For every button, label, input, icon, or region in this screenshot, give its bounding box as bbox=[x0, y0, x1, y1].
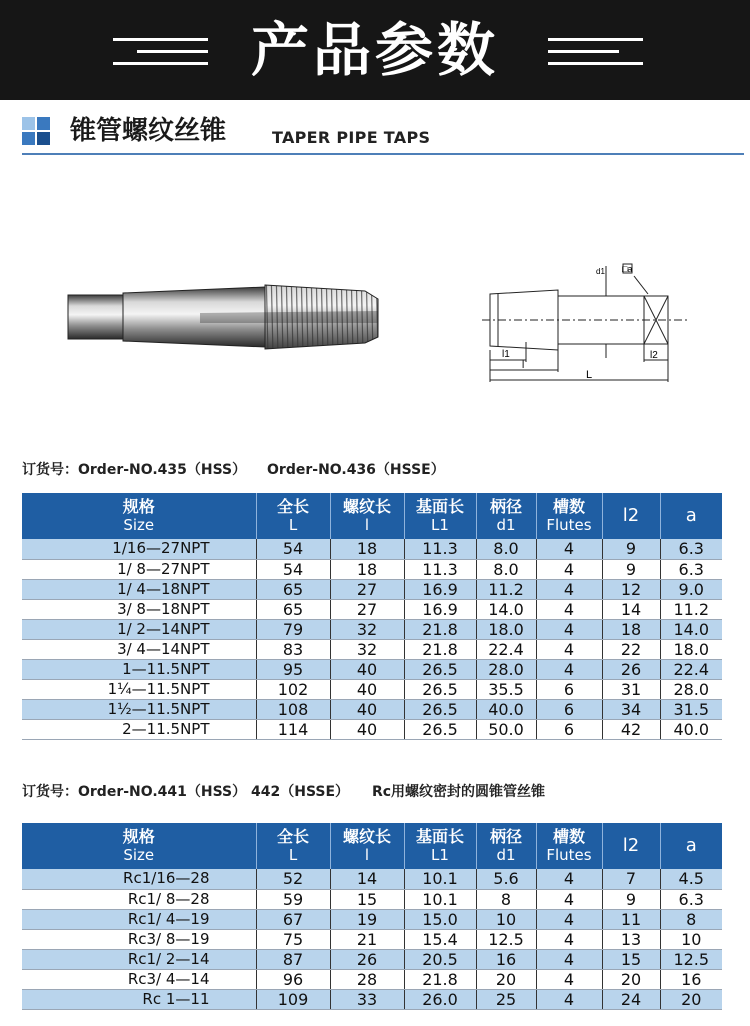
value-cell: 11.2 bbox=[660, 599, 722, 619]
value-cell: 4 bbox=[536, 559, 602, 579]
value-cell: 114 bbox=[256, 719, 330, 739]
value-cell: 16.9 bbox=[404, 579, 476, 599]
value-cell: 26.5 bbox=[404, 659, 476, 679]
value-cell: 18.0 bbox=[660, 639, 722, 659]
column-header-en: l bbox=[364, 516, 370, 534]
column-header-en: Flutes bbox=[546, 846, 592, 864]
value-cell: 10 bbox=[476, 909, 536, 929]
value-cell: 9 bbox=[602, 889, 660, 909]
value-cell: 9 bbox=[602, 559, 660, 579]
value-cell: 18.0 bbox=[476, 619, 536, 639]
label-l: l bbox=[522, 360, 525, 371]
value-cell: 18 bbox=[602, 619, 660, 639]
column-header bbox=[660, 493, 722, 539]
value-cell: 87 bbox=[256, 949, 330, 969]
top-banner bbox=[0, 0, 750, 100]
value-cell: 11.2 bbox=[476, 579, 536, 599]
value-cell: 40 bbox=[330, 679, 404, 699]
value-cell: 11 bbox=[602, 909, 660, 929]
table-row bbox=[22, 949, 722, 969]
table-row bbox=[22, 659, 722, 679]
table-row bbox=[22, 599, 722, 619]
value-cell: 16 bbox=[660, 969, 722, 989]
value-cell: 10 bbox=[660, 929, 722, 949]
value-cell: 8 bbox=[660, 909, 722, 929]
value-cell: 12.5 bbox=[660, 949, 722, 969]
value-cell: 32 bbox=[330, 639, 404, 659]
tap-dimension-drawing bbox=[476, 258, 696, 388]
column-header-en: Flutes bbox=[546, 516, 592, 534]
value-cell: 16.9 bbox=[404, 599, 476, 619]
size-cell: 2—11.5NPT bbox=[22, 719, 256, 739]
size-cell: 1—11.5NPT bbox=[22, 659, 256, 679]
value-cell: 4 bbox=[536, 909, 602, 929]
column-header bbox=[536, 493, 602, 539]
value-cell: 26.5 bbox=[404, 699, 476, 719]
value-cell: 40 bbox=[330, 719, 404, 739]
value-cell: 21.8 bbox=[404, 969, 476, 989]
column-header bbox=[256, 493, 330, 539]
table-row bbox=[22, 869, 722, 889]
column-header-cn: 柄径 bbox=[489, 497, 522, 516]
value-cell: 11.3 bbox=[404, 559, 476, 579]
column-header bbox=[330, 823, 404, 869]
column-header-en: Size bbox=[123, 516, 155, 534]
table-header-row bbox=[22, 823, 722, 869]
size-cell: 1/ 4—18NPT bbox=[22, 579, 256, 599]
value-cell: 19 bbox=[330, 909, 404, 929]
value-cell: 9 bbox=[602, 539, 660, 559]
table-row bbox=[22, 679, 722, 699]
table-row bbox=[22, 699, 722, 719]
value-cell: 5.6 bbox=[476, 869, 536, 889]
value-cell: 4 bbox=[536, 929, 602, 949]
value-cell: 18 bbox=[330, 559, 404, 579]
size-cell: Rc1/ 8—28 bbox=[22, 889, 256, 909]
value-cell: 8.0 bbox=[476, 539, 536, 559]
column-header bbox=[602, 823, 660, 869]
value-cell: 13 bbox=[602, 929, 660, 949]
value-cell: 26 bbox=[330, 949, 404, 969]
label-l1: l1 bbox=[502, 349, 510, 360]
column-header-en: l2 bbox=[622, 835, 640, 856]
table-row bbox=[22, 889, 722, 909]
value-cell: 26.0 bbox=[404, 989, 476, 1009]
value-cell: 15 bbox=[330, 889, 404, 909]
value-cell: 16 bbox=[476, 949, 536, 969]
value-cell: 54 bbox=[256, 539, 330, 559]
value-cell: 34 bbox=[602, 699, 660, 719]
size-cell: Rc1/ 2—14 bbox=[22, 949, 256, 969]
order-number-1b: Order-NO.436（HSSE） bbox=[267, 462, 445, 478]
value-cell: 14.0 bbox=[660, 619, 722, 639]
value-cell: 15.0 bbox=[404, 909, 476, 929]
value-cell: 28.0 bbox=[660, 679, 722, 699]
label-l2: l2 bbox=[650, 350, 658, 361]
section-squares-icon bbox=[22, 117, 50, 145]
value-cell: 67 bbox=[256, 909, 330, 929]
value-cell: 12 bbox=[602, 579, 660, 599]
value-cell: 54 bbox=[256, 559, 330, 579]
value-cell: 83 bbox=[256, 639, 330, 659]
value-cell: 6.3 bbox=[660, 539, 722, 559]
value-cell: 4 bbox=[536, 889, 602, 909]
column-header-en: l bbox=[364, 846, 370, 864]
value-cell: 14 bbox=[602, 599, 660, 619]
column-header bbox=[22, 493, 256, 539]
value-cell: 108 bbox=[256, 699, 330, 719]
taper-tap-photo bbox=[60, 265, 390, 355]
order-number-2: 订货号：Order-NO.441（HSS） 442（HSSE） bbox=[22, 784, 350, 800]
column-header-cn: 规格 bbox=[122, 497, 155, 516]
value-cell: 40 bbox=[330, 659, 404, 679]
column-header bbox=[330, 493, 404, 539]
column-header-en: a bbox=[685, 505, 697, 526]
column-header-cn: 槽数 bbox=[552, 497, 585, 516]
column-header-en: l2 bbox=[622, 505, 640, 526]
value-cell: 35.5 bbox=[476, 679, 536, 699]
value-cell: 6 bbox=[536, 699, 602, 719]
value-cell: 26.5 bbox=[404, 719, 476, 739]
size-cell: 1½—11.5NPT bbox=[22, 699, 256, 719]
value-cell: 11.3 bbox=[404, 539, 476, 559]
value-cell: 96 bbox=[256, 969, 330, 989]
column-header-cn: 螺纹长 bbox=[342, 497, 391, 516]
spec-table-rc bbox=[22, 823, 722, 1010]
value-cell: 27 bbox=[330, 579, 404, 599]
value-cell: 75 bbox=[256, 929, 330, 949]
column-header bbox=[602, 493, 660, 539]
size-cell: 3/ 4—14NPT bbox=[22, 639, 256, 659]
size-cell: 1¼—11.5NPT bbox=[22, 679, 256, 699]
section-subtitle: TAPER PIPE TAPS bbox=[272, 128, 431, 147]
value-cell: 7 bbox=[602, 869, 660, 889]
banner-title: 产品参数 bbox=[250, 16, 499, 84]
column-header-en: Size bbox=[123, 846, 155, 864]
spec-table-npt bbox=[22, 493, 722, 740]
value-cell: 20 bbox=[476, 969, 536, 989]
column-header bbox=[256, 823, 330, 869]
column-header-en: L1 bbox=[431, 516, 449, 534]
column-header-en: d1 bbox=[496, 516, 516, 534]
column-header-en: d1 bbox=[496, 846, 516, 864]
value-cell: 6 bbox=[536, 719, 602, 739]
value-cell: 12.5 bbox=[476, 929, 536, 949]
column-header-cn: 螺纹长 bbox=[342, 827, 391, 846]
value-cell: 4 bbox=[536, 619, 602, 639]
table-row bbox=[22, 989, 722, 1009]
value-cell: 25 bbox=[476, 989, 536, 1009]
value-cell: 28 bbox=[330, 969, 404, 989]
column-header-cn: 规格 bbox=[122, 827, 155, 846]
label-d1: d1 bbox=[596, 267, 605, 276]
size-cell: 3/ 8—18NPT bbox=[22, 599, 256, 619]
size-cell: Rc1/16—28 bbox=[22, 869, 256, 889]
column-header bbox=[22, 823, 256, 869]
order-line-2 bbox=[22, 782, 545, 802]
column-header-cn: 基面长 bbox=[415, 497, 464, 516]
value-cell: 52 bbox=[256, 869, 330, 889]
value-cell: 14 bbox=[330, 869, 404, 889]
table-row bbox=[22, 929, 722, 949]
table-row bbox=[22, 619, 722, 639]
size-cell: Rc3/ 8—19 bbox=[22, 929, 256, 949]
value-cell: 22.4 bbox=[660, 659, 722, 679]
column-header bbox=[476, 493, 536, 539]
value-cell: 21.8 bbox=[404, 619, 476, 639]
column-header-en: L1 bbox=[431, 846, 449, 864]
value-cell: 32 bbox=[330, 619, 404, 639]
size-cell: 1/16—27NPT bbox=[22, 539, 256, 559]
value-cell: 6 bbox=[536, 679, 602, 699]
value-cell: 4 bbox=[536, 949, 602, 969]
value-cell: 6.3 bbox=[660, 889, 722, 909]
value-cell: 79 bbox=[256, 619, 330, 639]
value-cell: 10.1 bbox=[404, 889, 476, 909]
value-cell: 4 bbox=[536, 599, 602, 619]
column-header-cn: 全长 bbox=[276, 827, 309, 846]
table-row bbox=[22, 579, 722, 599]
value-cell: 4 bbox=[536, 659, 602, 679]
value-cell: 4 bbox=[536, 869, 602, 889]
column-header-en: L bbox=[288, 516, 298, 534]
value-cell: 18 bbox=[330, 539, 404, 559]
value-cell: 4 bbox=[536, 579, 602, 599]
value-cell: 26.5 bbox=[404, 679, 476, 699]
banner-decoration-right bbox=[548, 38, 643, 66]
value-cell: 22 bbox=[602, 639, 660, 659]
label-L: L bbox=[586, 369, 593, 381]
order-number-1: 订货号：Order-NO.435（HSS） bbox=[22, 462, 247, 478]
column-header-cn: 柄径 bbox=[489, 827, 522, 846]
table-row bbox=[22, 559, 722, 579]
value-cell: 102 bbox=[256, 679, 330, 699]
value-cell: 6.3 bbox=[660, 559, 722, 579]
value-cell: 8.0 bbox=[476, 559, 536, 579]
size-cell: 1/ 2—14NPT bbox=[22, 619, 256, 639]
label-a: □a bbox=[622, 264, 633, 274]
value-cell: 20.5 bbox=[404, 949, 476, 969]
value-cell: 20 bbox=[602, 969, 660, 989]
column-header-cn: 槽数 bbox=[552, 827, 585, 846]
value-cell: 24 bbox=[602, 989, 660, 1009]
value-cell: 33 bbox=[330, 989, 404, 1009]
value-cell: 95 bbox=[256, 659, 330, 679]
value-cell: 22.4 bbox=[476, 639, 536, 659]
value-cell: 4 bbox=[536, 989, 602, 1009]
value-cell: 9.0 bbox=[660, 579, 722, 599]
column-header bbox=[404, 823, 476, 869]
table-row bbox=[22, 539, 722, 559]
value-cell: 50.0 bbox=[476, 719, 536, 739]
section-title: 锥管螺纹丝锥 bbox=[70, 116, 227, 146]
size-cell: 1/ 8—27NPT bbox=[22, 559, 256, 579]
value-cell: 59 bbox=[256, 889, 330, 909]
table-row bbox=[22, 909, 722, 929]
order-number-2b: Rc用螺纹密封的圆锥管丝锥 bbox=[371, 784, 546, 800]
value-cell: 21.8 bbox=[404, 639, 476, 659]
value-cell: 31.5 bbox=[660, 699, 722, 719]
size-cell: Rc3/ 4—14 bbox=[22, 969, 256, 989]
size-cell: Rc1/ 4—19 bbox=[22, 909, 256, 929]
column-header-cn: 基面长 bbox=[415, 827, 464, 846]
value-cell: 26 bbox=[602, 659, 660, 679]
column-header-en: a bbox=[685, 835, 697, 856]
table-row bbox=[22, 969, 722, 989]
value-cell: 40 bbox=[330, 699, 404, 719]
value-cell: 4.5 bbox=[660, 869, 722, 889]
size-cell: Rc 1—11 bbox=[22, 989, 256, 1009]
column-header bbox=[536, 823, 602, 869]
order-line-1 bbox=[22, 460, 445, 480]
value-cell: 4 bbox=[536, 539, 602, 559]
value-cell: 20 bbox=[660, 989, 722, 1009]
value-cell: 8 bbox=[476, 889, 536, 909]
value-cell: 27 bbox=[330, 599, 404, 619]
value-cell: 21 bbox=[330, 929, 404, 949]
column-header bbox=[476, 823, 536, 869]
column-header bbox=[660, 823, 722, 869]
section-divider bbox=[22, 153, 744, 155]
column-header bbox=[404, 493, 476, 539]
column-header-en: L bbox=[288, 846, 298, 864]
value-cell: 15.4 bbox=[404, 929, 476, 949]
value-cell: 40.0 bbox=[660, 719, 722, 739]
value-cell: 28.0 bbox=[476, 659, 536, 679]
table-row bbox=[22, 639, 722, 659]
table-header-row bbox=[22, 493, 722, 539]
value-cell: 31 bbox=[602, 679, 660, 699]
value-cell: 15 bbox=[602, 949, 660, 969]
column-header-cn: 全长 bbox=[276, 497, 309, 516]
value-cell: 65 bbox=[256, 599, 330, 619]
value-cell: 65 bbox=[256, 579, 330, 599]
value-cell: 4 bbox=[536, 969, 602, 989]
table-row bbox=[22, 719, 722, 739]
value-cell: 14.0 bbox=[476, 599, 536, 619]
value-cell: 40.0 bbox=[476, 699, 536, 719]
value-cell: 10.1 bbox=[404, 869, 476, 889]
value-cell: 42 bbox=[602, 719, 660, 739]
value-cell: 109 bbox=[256, 989, 330, 1009]
value-cell: 4 bbox=[536, 639, 602, 659]
